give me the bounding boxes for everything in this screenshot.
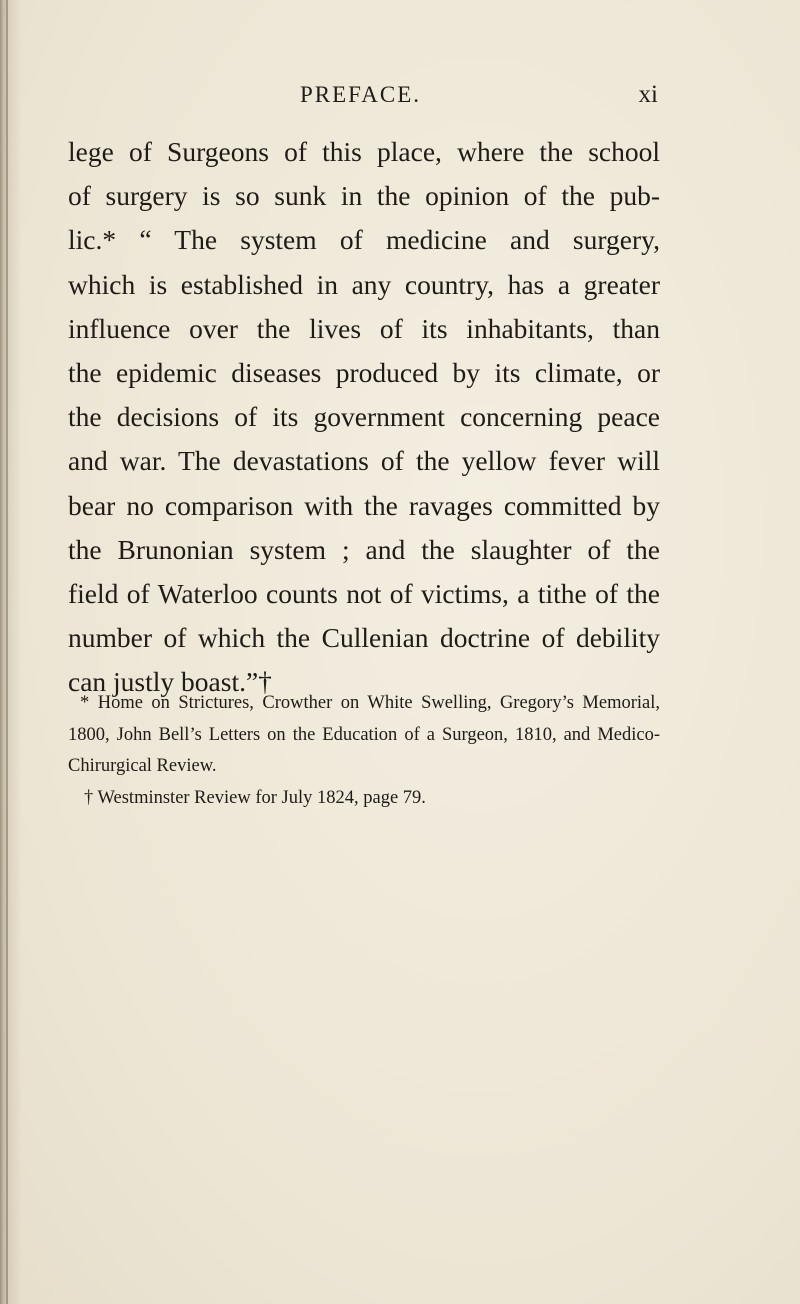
text-line: the decisions of its government concerning peace: [68, 401, 660, 433]
text-line: lege of Surgeons of this place, where the school: [68, 136, 660, 167]
text-line: of surgery is so sunk in the opinion of the pub-: [68, 180, 660, 212]
footnotes: [68, 688, 660, 814]
text-line: and war. The devastations of the yellow fever will: [68, 445, 660, 477]
text-line: influence over the lives of its inhabitants, than: [68, 312, 660, 344]
text-line: lic.* “ The system of medicine and surgery,: [68, 224, 660, 256]
page-header: [70, 82, 658, 112]
footnote-line: 1800, John Bell’s Letters on the Education of a Surgeon, 1810, and Medico-: [68, 724, 660, 745]
text-line: bear no comparison with the ravages committed by: [68, 489, 660, 521]
text-line: can justly boast.”†: [68, 666, 272, 698]
footnote-line: Chirurgical Review.: [68, 756, 217, 776]
text-line: the epidemic diseases produced by its climate, or: [68, 356, 660, 388]
main-text: [68, 130, 660, 704]
text-line: the Brunonian system ; and the slaughter of the: [68, 533, 660, 565]
running-head: PREFACE.: [300, 82, 422, 107]
page-gutter-shadow: [6, 0, 8, 1304]
page-number: xi: [638, 81, 658, 108]
text-line: number of which the Cullenian doctrine of debility: [68, 622, 660, 654]
text-line: which is established in any country, has a greater: [68, 268, 660, 300]
text-line: field of Waterloo counts not of victims, a tithe of the: [68, 577, 660, 609]
footnote-line: † Westminster Review for July 1824, page 79.: [84, 787, 426, 808]
footnote-line: * Home on Strictures, Crowther on White Swelling, Gregory’s Memorial,: [80, 693, 660, 713]
